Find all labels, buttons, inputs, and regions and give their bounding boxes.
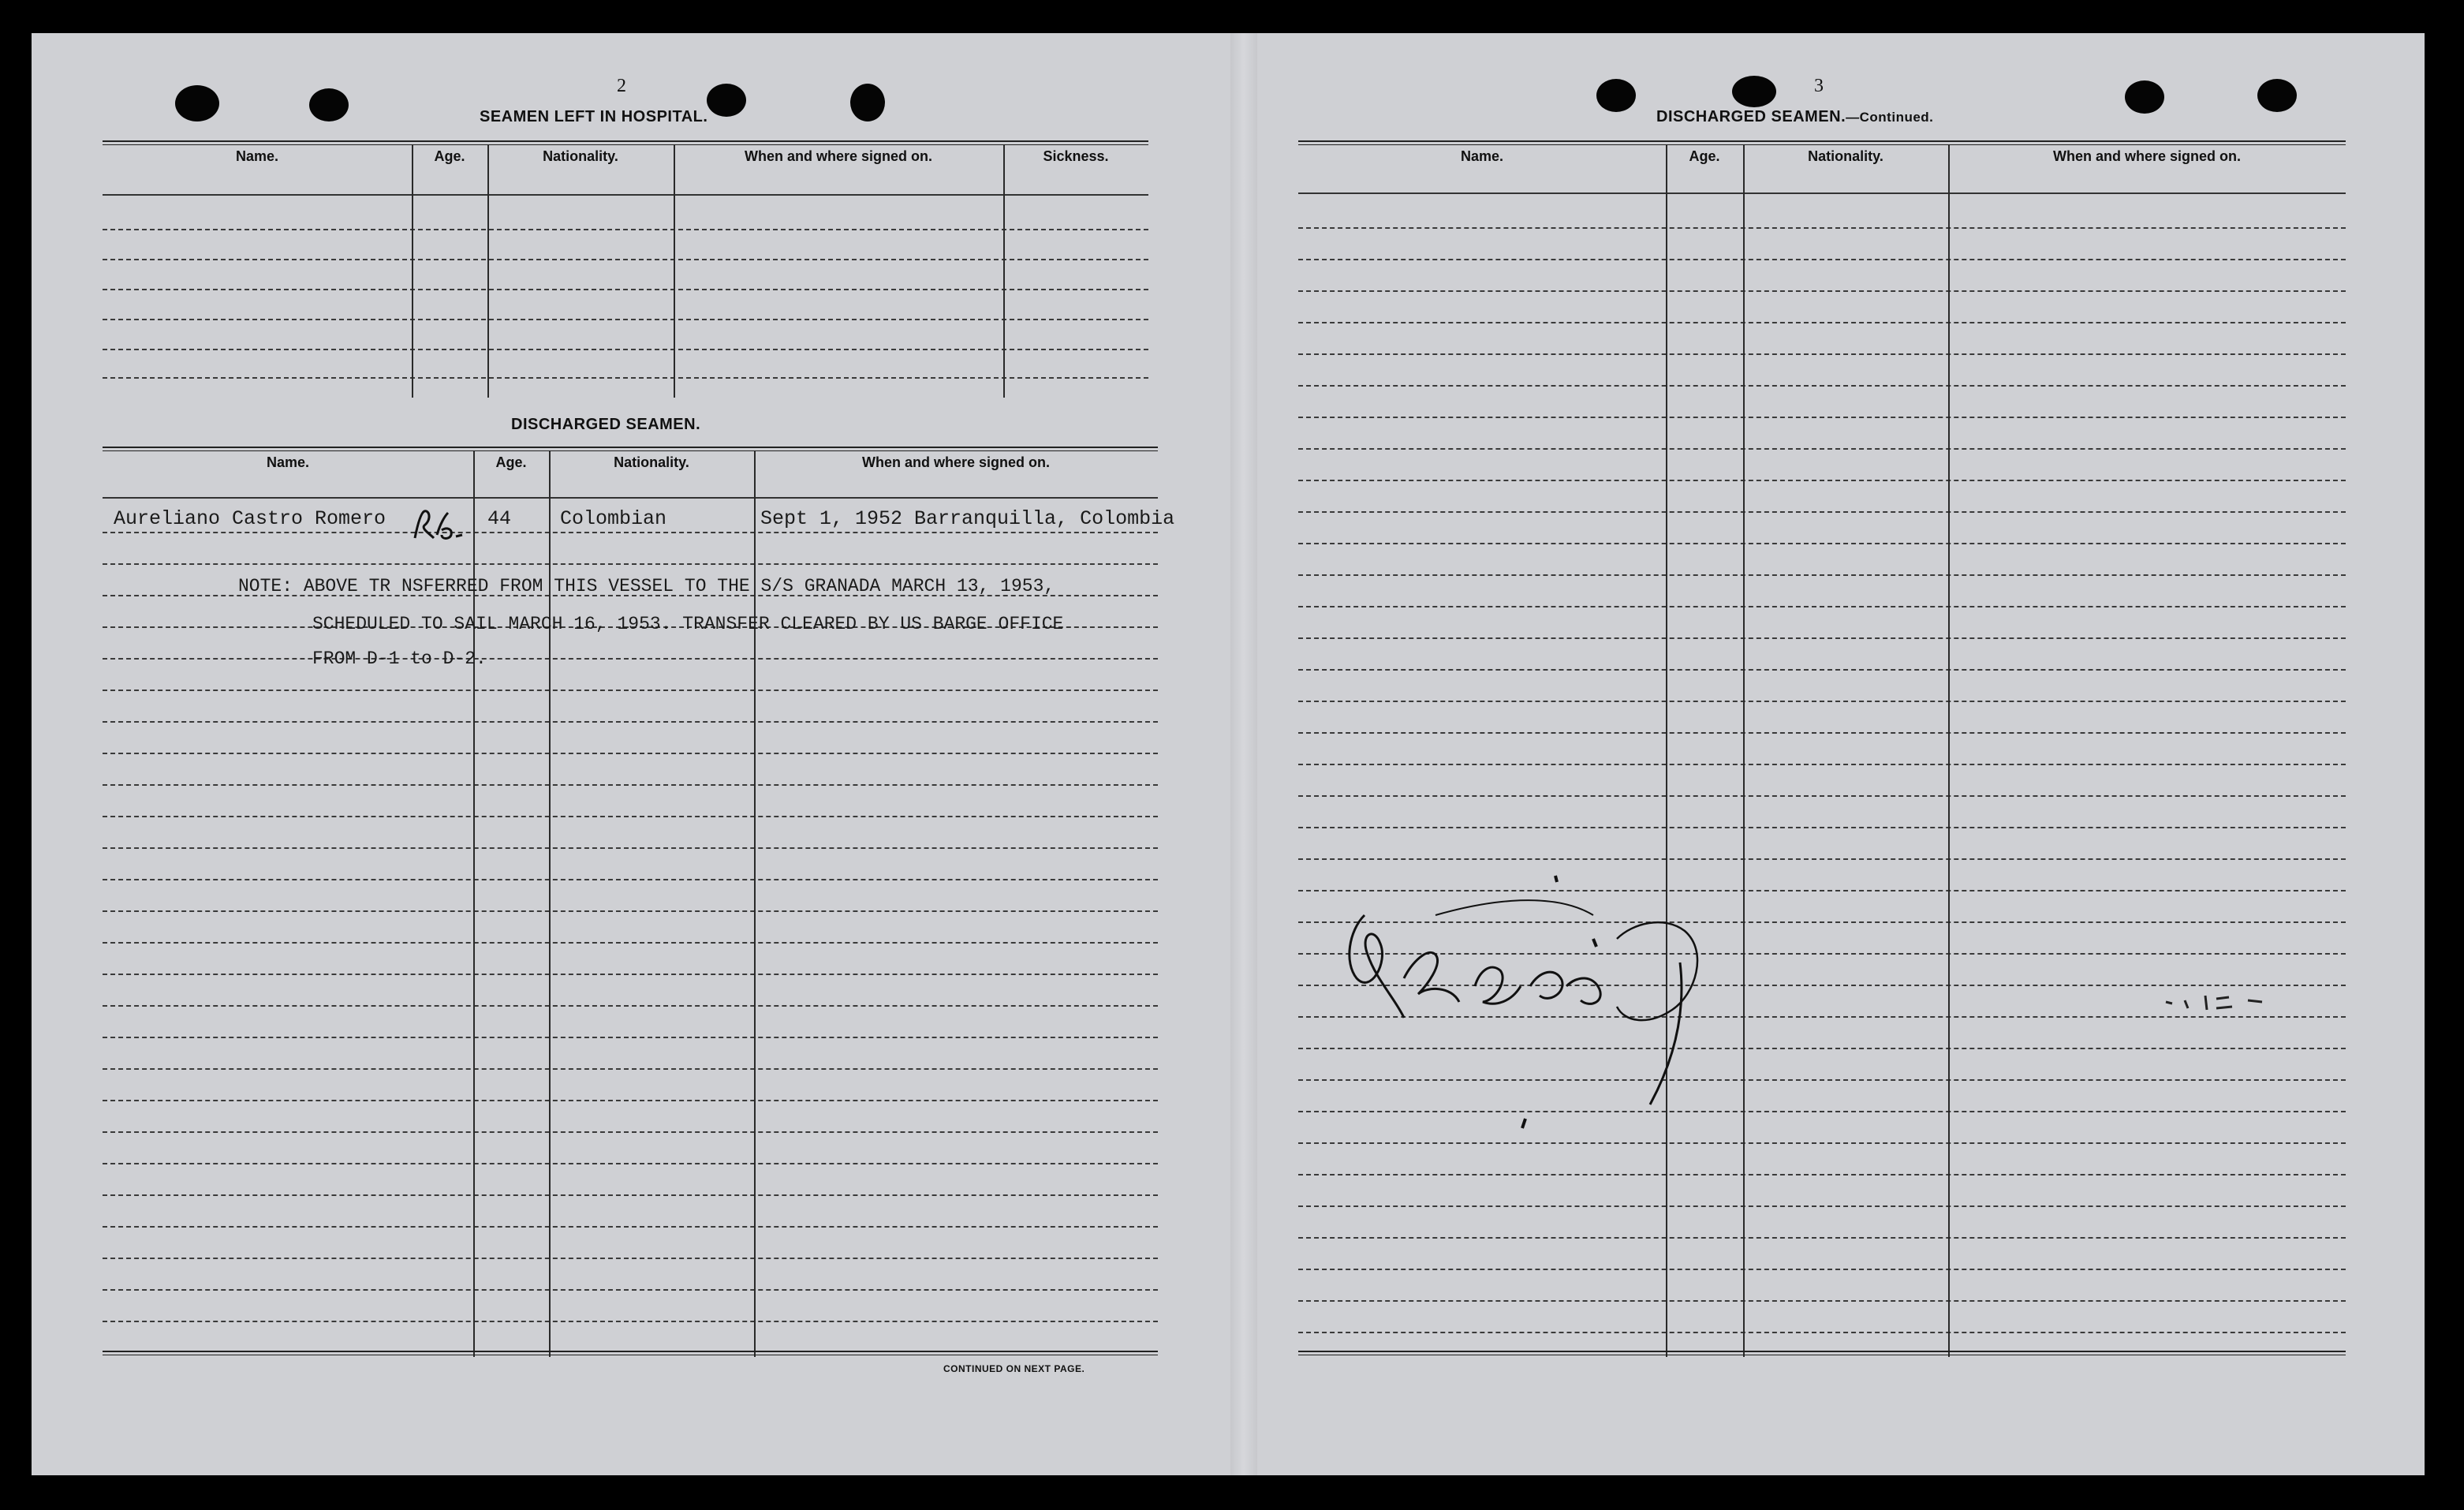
seaman-nationality: Colombian	[560, 507, 667, 530]
transfer-note-line-1: NOTE: ABOVE TR NSFERRED FROM THIS VESSEL TO THE S/S GRANADA MARCH 13, 1953,	[238, 576, 1055, 596]
punch-hole	[1596, 79, 1636, 112]
punch-hole	[2257, 79, 2297, 112]
punch-hole	[707, 84, 746, 117]
hospital-table	[103, 140, 1148, 401]
hospital-header-signed-on: When and where signed on.	[744, 148, 933, 164]
hospital-section-title: SEAMEN LEFT IN HOSPITAL.	[480, 108, 708, 125]
discharged-section-title: DISCHARGED SEAMEN.	[511, 416, 701, 433]
handwritten-signature	[1333, 868, 1743, 1136]
discharged-header-nationality: Nationality.	[614, 454, 689, 470]
discharged-header-name: Name.	[266, 454, 310, 470]
continued-header-name: Name.	[1460, 148, 1504, 164]
continued-suffix: —Continued.	[1846, 110, 1934, 125]
handwritten-initials	[410, 506, 465, 546]
continued-header-age: Age.	[1689, 148, 1720, 164]
punch-hole	[2125, 80, 2164, 114]
discharged-continued-table	[1298, 140, 2346, 1366]
punch-hole	[175, 85, 219, 121]
continued-footer: CONTINUED ON NEXT PAGE.	[943, 1363, 1085, 1374]
page-number: 3	[1814, 76, 1824, 96]
hospital-header-name: Name.	[235, 148, 279, 164]
continued-header-nationality: Nationality.	[1808, 148, 1883, 164]
punch-hole	[1732, 76, 1776, 107]
discharged-continued-title	[1656, 108, 1933, 126]
faint-marks	[2161, 986, 2272, 1018]
seaman-age: 44	[487, 507, 512, 530]
discharged-header-age: Age.	[495, 454, 527, 470]
discharged-continued-title-text: DISCHARGED SEAMEN.	[1656, 108, 1846, 125]
hospital-header-age: Age.	[434, 148, 465, 164]
discharged-header-signed-on: When and where signed on.	[861, 454, 1051, 470]
transfer-note-line-2: SCHEDULED TO SAIL MARCH 16, 1953. TRANSFER CLEARED BY US BARGE OFFICE	[312, 614, 1064, 634]
continued-header-signed-on: When and where signed on.	[2052, 148, 2242, 164]
seaman-signed-on: Sept 1, 1952 Barranquilla, Colombia	[760, 507, 1175, 530]
seaman-name: Aureliano Castro Romero	[114, 507, 386, 530]
punch-hole	[850, 84, 885, 121]
transfer-note-line-3: FROM D-1 to D-2.	[312, 648, 487, 669]
hospital-header-nationality: Nationality.	[543, 148, 618, 164]
page-fold	[1230, 33, 1257, 1475]
page-number: 2	[617, 76, 626, 96]
punch-hole	[309, 88, 349, 121]
hospital-header-sickness: Sickness.	[1043, 148, 1109, 164]
